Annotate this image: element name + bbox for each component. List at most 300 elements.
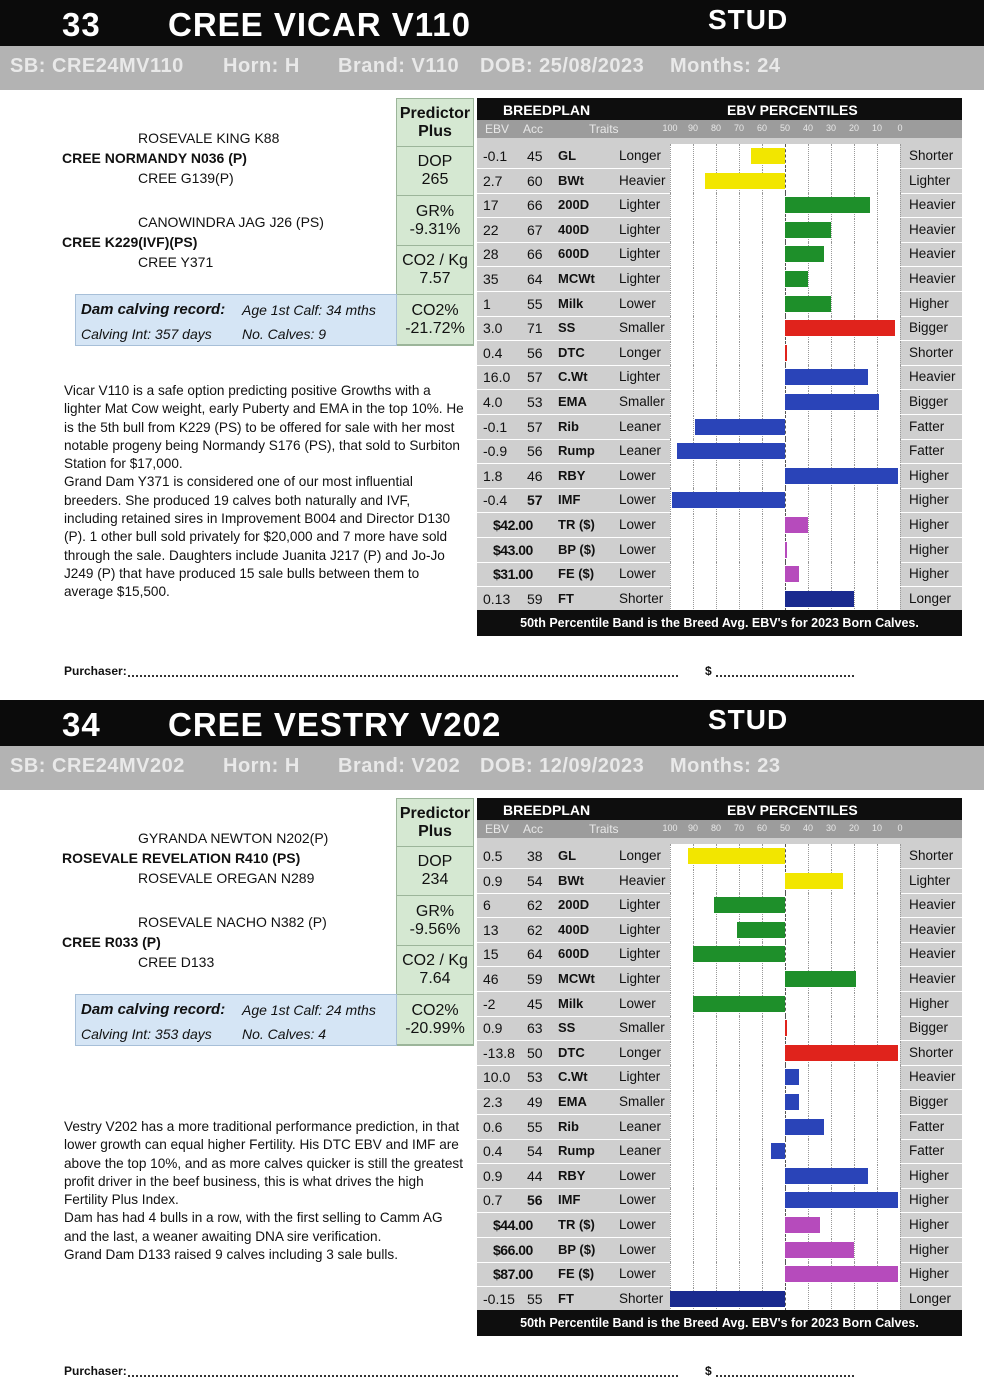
gridline [693, 1262, 694, 1286]
gridline [739, 365, 740, 389]
trait-name: GL [558, 848, 577, 863]
gridline [762, 1164, 763, 1188]
ebv-footer-note: 50th Percentile Band is the Breed Avg. EBV's for 2023 Born Calves. [477, 610, 962, 636]
gridline [785, 488, 786, 512]
trait-low-label: Lighter [619, 1069, 661, 1085]
gridline [877, 587, 878, 611]
percentile-plot [670, 844, 900, 868]
ebv-value: 35 [483, 271, 499, 287]
predictor-label: Predictor [399, 805, 471, 822]
ebv-row-ft [477, 1287, 962, 1312]
percentile-tick: 0 [897, 123, 903, 133]
gridline [854, 439, 855, 463]
gridline [877, 1164, 878, 1188]
gridline [808, 538, 809, 562]
gridline [854, 1090, 855, 1114]
trait-name: Milk [558, 295, 584, 311]
price-label: $ [705, 664, 712, 678]
predictor-label: CO2 / Kg [402, 952, 468, 969]
gridline [762, 1016, 763, 1040]
percentile-bar [751, 148, 786, 164]
acc-value: 55 [527, 1118, 543, 1135]
gridline [670, 1164, 671, 1188]
purchaser-line[interactable] [128, 1375, 678, 1377]
ebv-row-c-wt [477, 1065, 962, 1090]
trait-high-label: Lighter [909, 172, 951, 188]
gridline [785, 918, 786, 942]
trait-high-label: Higher [909, 1192, 949, 1208]
gridline [716, 1115, 717, 1139]
gridline [762, 390, 763, 414]
trait-low-label: Heavier [619, 872, 666, 888]
trait-low-label: Lower [619, 517, 656, 532]
gridline [670, 992, 671, 1016]
gridline [670, 316, 671, 340]
ebv-row-tr- [477, 513, 962, 538]
trait-name: FT [558, 1290, 574, 1306]
ebv-value: $87.00 [493, 1266, 533, 1283]
breedplan-label: BREEDPLAN [503, 102, 591, 118]
gridline [877, 967, 878, 991]
trait-name: IMF [558, 492, 581, 508]
lot-number: 33 [62, 6, 101, 43]
ebv-value: 0.9 [483, 1020, 503, 1037]
percentile-bar [785, 394, 879, 410]
details-bar [0, 746, 984, 790]
ebv-value: 28 [483, 246, 499, 263]
percentile-bar [693, 946, 785, 962]
ebv-footer-note: 50th Percentile Band is the Breed Avg. EBV's for 2023 Born Calves. [477, 1310, 962, 1336]
gridline [785, 992, 786, 1016]
acc-value: 64 [527, 271, 543, 287]
percentile-bar [785, 271, 808, 287]
ebv-value: 13 [483, 921, 499, 938]
gridline [693, 292, 694, 316]
gridline [739, 1238, 740, 1262]
percentile-plot [670, 1262, 900, 1286]
predictor-value: -21.72% [405, 319, 465, 337]
acc-value: 66 [527, 246, 543, 263]
purchaser-label: Purchaser: [64, 1364, 127, 1378]
gridline [670, 464, 671, 488]
ebv-subheader [477, 820, 962, 838]
percentile-bar [737, 922, 785, 938]
gridline [854, 242, 855, 266]
predictor-label: Predictor [399, 105, 471, 122]
gridline [670, 390, 671, 414]
gridline [854, 292, 855, 316]
gridline [716, 918, 717, 942]
trait-name: SS [558, 1020, 576, 1036]
percentile-tick: 60 [756, 823, 767, 833]
trait-high-label: Bigger [909, 320, 949, 336]
trait-name: IMF [558, 1192, 581, 1208]
gridline [900, 488, 901, 512]
acc-col-label: Acc [523, 822, 544, 836]
gridline [693, 1016, 694, 1040]
gridline [831, 292, 832, 316]
ebv-row-bp- [477, 538, 962, 563]
percentile-bar [705, 173, 786, 189]
percentile-plot [670, 488, 900, 512]
gridline [877, 1090, 878, 1114]
acc-value: 38 [527, 848, 543, 864]
ebv-row-imf [477, 1188, 962, 1213]
gridline [785, 144, 786, 168]
pedigree-dam: CREE R033 (P) [62, 934, 161, 950]
percentile-plot [670, 1065, 900, 1089]
gridline [854, 1213, 855, 1237]
gridline [739, 513, 740, 537]
gridline [831, 488, 832, 512]
trait-high-label: Bigger [909, 1094, 949, 1109]
pedigree-dam: CREE K229(IVF)(PS) [62, 234, 198, 250]
gridline [831, 513, 832, 537]
sb-number: SB: CRE24MV202 [10, 755, 185, 777]
gridline [808, 1016, 809, 1040]
gridline [831, 893, 832, 917]
gridline [670, 967, 671, 991]
gridline [831, 1139, 832, 1163]
percentile-bar [785, 1168, 868, 1184]
acc-value: 49 [527, 1094, 543, 1110]
trait-low-label: Lower [619, 541, 656, 557]
gridline [900, 242, 901, 266]
gridline [716, 538, 717, 562]
ebv-value: 22 [483, 221, 499, 238]
ebv-percentiles-label: EBV PERCENTILES [727, 102, 858, 118]
dam-record-age: Age 1st Calf: 24 mths [242, 1002, 376, 1018]
dam-record-interval: Calving Int: 353 days [81, 1026, 212, 1042]
percentile-tick: 30 [825, 823, 836, 833]
gridline [808, 1139, 809, 1163]
trait-name: BP ($) [558, 1241, 596, 1257]
gridline [877, 1139, 878, 1163]
trait-name: BWt [558, 872, 584, 888]
gridline [739, 1188, 740, 1212]
purchaser-line[interactable] [128, 675, 678, 677]
lot-description: Vicar V110 is a safe option predicting positive Growths with a lighter Mat Cow weight, early Puberty and EMA in the top 10%. He is the 5th bull from K229 (PS) to be offered for sale with her most notable progeny being Normandy S176 (PS), that sold to Surbiton Station for $17,000. Grand Dam Y371 is considered one of our most influential breeders. She produced 19 calves both naturally and IVF, including retained sires in Improvement B004 and Director D130 (P). 1 other bull sold privately for $20,000 and 7 more have sold through the sale. Daughters include Juanita J217 (P) and Jo-Jo J249 (P) that have produced 15 sale bulls between them to average $15,500. [64, 383, 464, 600]
percentile-tick: 50 [779, 823, 790, 833]
percentile-bar [785, 1094, 799, 1110]
ebv-value: $31.00 [493, 566, 533, 583]
gridline [831, 242, 832, 266]
gridline [854, 562, 855, 586]
pedigree-sire-sire: ROSEVALE KING K88 [138, 130, 280, 146]
trait-name: SS [558, 320, 576, 336]
gridline [670, 1262, 671, 1286]
trait-high-label: Heavier [909, 1069, 956, 1085]
percentile-plot [670, 513, 900, 537]
gridline [693, 193, 694, 217]
ebv-value: $44.00 [493, 1217, 533, 1233]
gridline [716, 513, 717, 537]
gridline [693, 415, 694, 439]
stud-label: STUD [708, 704, 789, 735]
percentile-tick: 10 [871, 123, 882, 133]
trait-name: C.Wt [558, 369, 588, 385]
predictor-label: GR% [415, 902, 455, 920]
percentile-bar [785, 468, 898, 484]
gridline [831, 918, 832, 942]
trait-name: Rump [558, 1143, 595, 1159]
gridline [900, 390, 901, 414]
gridline [739, 390, 740, 414]
gridline [877, 562, 878, 586]
gridline [693, 1090, 694, 1114]
gridline [716, 1041, 717, 1065]
predictor-label: CO2 / Kg [402, 252, 468, 269]
trait-low-label: Shorter [619, 590, 664, 606]
gridline [877, 1115, 878, 1139]
trait-high-label: Higher [909, 566, 949, 582]
gridline [877, 365, 878, 389]
gridline [831, 1115, 832, 1139]
gridline [762, 267, 763, 291]
gridline [693, 869, 694, 893]
gridline [739, 341, 740, 365]
percentile-plot [670, 415, 900, 439]
trait-high-label: Heavier [909, 921, 956, 937]
gridline [808, 144, 809, 168]
ebv-header [477, 98, 962, 120]
acc-value: 46 [527, 467, 543, 484]
trait-high-label: Fatter [909, 1143, 945, 1159]
trait-high-label: Heavier [909, 221, 956, 237]
gridline [854, 1139, 855, 1163]
percentile-plot [670, 144, 900, 168]
gridline [900, 587, 901, 611]
gridline [900, 1115, 901, 1139]
gridline [670, 538, 671, 562]
gridline [785, 1287, 786, 1311]
ebv-percentiles-label: EBV PERCENTILES [727, 802, 858, 818]
percentile-bar [785, 222, 831, 238]
trait-high-label: Higher [909, 467, 949, 483]
gridline [762, 1262, 763, 1286]
gridline [693, 242, 694, 266]
gridline [762, 562, 763, 586]
plus-label: Plus [418, 123, 452, 140]
gridline [670, 942, 671, 966]
gridline [739, 218, 740, 242]
percentile-plot [670, 439, 900, 463]
percentile-tick: 100 [662, 823, 678, 833]
gridline [831, 341, 832, 365]
gridline [693, 365, 694, 389]
gridline [716, 967, 717, 991]
gridline [854, 1287, 855, 1311]
gridline [739, 292, 740, 316]
gridline [762, 967, 763, 991]
gridline [739, 1139, 740, 1163]
trait-high-label: Heavier [909, 946, 956, 962]
trait-name: MCWt [558, 271, 595, 286]
ebv-row-ema [477, 1090, 962, 1115]
breedplan-label: BREEDPLAN [503, 802, 591, 818]
trait-high-label: Higher [909, 1241, 949, 1257]
gridline [877, 844, 878, 868]
ebv-value: 0.6 [483, 1118, 503, 1135]
percentile-bar [785, 1217, 820, 1233]
acc-value: 63 [527, 1020, 543, 1037]
trait-high-label: Heavier [909, 271, 956, 286]
gridline [670, 562, 671, 586]
gridline [900, 1262, 901, 1286]
lot-card [0, 0, 984, 690]
trait-name: 400D [558, 921, 590, 937]
trait-low-label: Lower [619, 1192, 656, 1208]
acc-value: 57 [527, 418, 543, 435]
ebv-row-tr- [477, 1213, 962, 1238]
gridline [808, 513, 809, 537]
gridline [831, 562, 832, 586]
ebv-row-ft [477, 587, 962, 612]
percentile-tick: 10 [871, 823, 882, 833]
ebv-value: $66.00 [493, 1241, 533, 1258]
gridline [670, 1041, 671, 1065]
price-label: $ [705, 1364, 712, 1378]
sb-number: SB: CRE24MV110 [10, 55, 184, 77]
gridline [739, 1016, 740, 1040]
trait-name: MCWt [558, 971, 595, 986]
gridline [854, 488, 855, 512]
gridline [716, 242, 717, 266]
percentile-plot [670, 341, 900, 365]
ebv-value: 0.13 [483, 590, 511, 607]
percentile-plot [670, 918, 900, 942]
dam-record-title: Dam calving record: [81, 301, 226, 318]
dam-record-age: Age 1st Calf: 34 mths [242, 302, 376, 318]
acc-value: 57 [527, 369, 543, 386]
percentile-bar [785, 971, 856, 987]
dam-record-title: Dam calving record: [81, 1001, 226, 1018]
dob: DOB: 25/08/2023 [480, 55, 645, 77]
trait-low-label: Lower [619, 492, 656, 508]
gridline [808, 562, 809, 586]
gridline [900, 1213, 901, 1237]
gridline [785, 1139, 786, 1163]
acc-value: 59 [527, 971, 543, 987]
lot-header [0, 700, 984, 746]
gridline [854, 1016, 855, 1040]
trait-high-label: Higher [909, 541, 949, 557]
gridline [693, 918, 694, 942]
gridline [854, 587, 855, 611]
trait-name: BWt [558, 172, 584, 188]
gridline [762, 341, 763, 365]
ebv-row-fe- [477, 1262, 962, 1287]
traits-col-label: Traits [589, 122, 619, 136]
gridline [762, 316, 763, 340]
percentile-plot [670, 169, 900, 193]
percentile-bar [785, 1119, 824, 1135]
gridline [716, 1065, 717, 1089]
gridline [831, 218, 832, 242]
gridline [877, 992, 878, 1016]
percentile-plot [670, 292, 900, 316]
pedigree-sire: CREE NORMANDY N036 (P) [62, 150, 247, 166]
acc-value: 54 [527, 1143, 543, 1160]
percentile-bar [714, 897, 785, 913]
gridline [762, 513, 763, 537]
gridline [693, 390, 694, 414]
trait-low-label: Shorter [619, 1290, 664, 1306]
gridline [900, 1090, 901, 1114]
gridline [900, 341, 901, 365]
predictor-label: CO2% [411, 301, 459, 319]
trait-high-label: Shorter [909, 1044, 954, 1060]
trait-low-label: Lower [619, 1167, 656, 1183]
gridline [900, 1139, 901, 1163]
ebv-row-ss [477, 316, 962, 341]
gridline [762, 1115, 763, 1139]
ebv-value: -0.1 [483, 148, 508, 164]
acc-value: 54 [527, 872, 543, 889]
gridline [808, 1090, 809, 1114]
percentile-tick: 20 [848, 123, 859, 133]
gridline [670, 439, 671, 463]
gridline [762, 218, 763, 242]
gridline [670, 1188, 671, 1212]
ebv-row-dtc [477, 341, 962, 366]
gridline [900, 1065, 901, 1089]
ebv-row-mcwt [477, 967, 962, 992]
price-line[interactable] [716, 1375, 854, 1377]
ebv-value: 0.5 [483, 848, 503, 864]
price-line[interactable] [716, 675, 854, 677]
gridline [900, 1041, 901, 1065]
ebv-col-label: EBV [485, 122, 510, 136]
percentile-bar [771, 1143, 785, 1159]
percentile-bar [785, 566, 799, 582]
gridline [670, 169, 671, 193]
gridline [670, 893, 671, 917]
percentile-plot [670, 562, 900, 586]
acc-value: 56 [527, 443, 543, 460]
percentile-bar [677, 443, 785, 459]
trait-low-label: Smaller [619, 1094, 665, 1109]
ebv-row-milk [477, 992, 962, 1017]
ebv-row-bwt [477, 169, 962, 194]
gridline [716, 464, 717, 488]
gridline [693, 513, 694, 537]
trait-low-label: Longer [619, 1044, 662, 1060]
percentile-tick: 70 [733, 123, 744, 133]
trait-name: RBY [558, 467, 586, 483]
trait-name: FE ($) [558, 1266, 595, 1282]
gridline [808, 267, 809, 291]
trait-name: FE ($) [558, 566, 595, 582]
predictor-value: -20.99% [405, 1019, 465, 1037]
gridline [693, 1115, 694, 1139]
ebv-value: 3.0 [483, 320, 503, 337]
trait-low-label: Leaner [619, 1143, 662, 1159]
months: Months: 23 [670, 755, 781, 777]
trait-low-label: Lower [619, 566, 656, 582]
gridline [693, 1041, 694, 1065]
purchaser-label: Purchaser: [64, 664, 127, 678]
trait-low-label: Lighter [619, 946, 661, 962]
gridline [785, 942, 786, 966]
gridline [877, 439, 878, 463]
percentile-tick: 30 [825, 123, 836, 133]
predictor-value: 7.64 [419, 970, 451, 987]
trait-low-label: Lower [619, 295, 656, 311]
gridline [808, 844, 809, 868]
percentile-bar [785, 320, 895, 336]
gridline [739, 464, 740, 488]
